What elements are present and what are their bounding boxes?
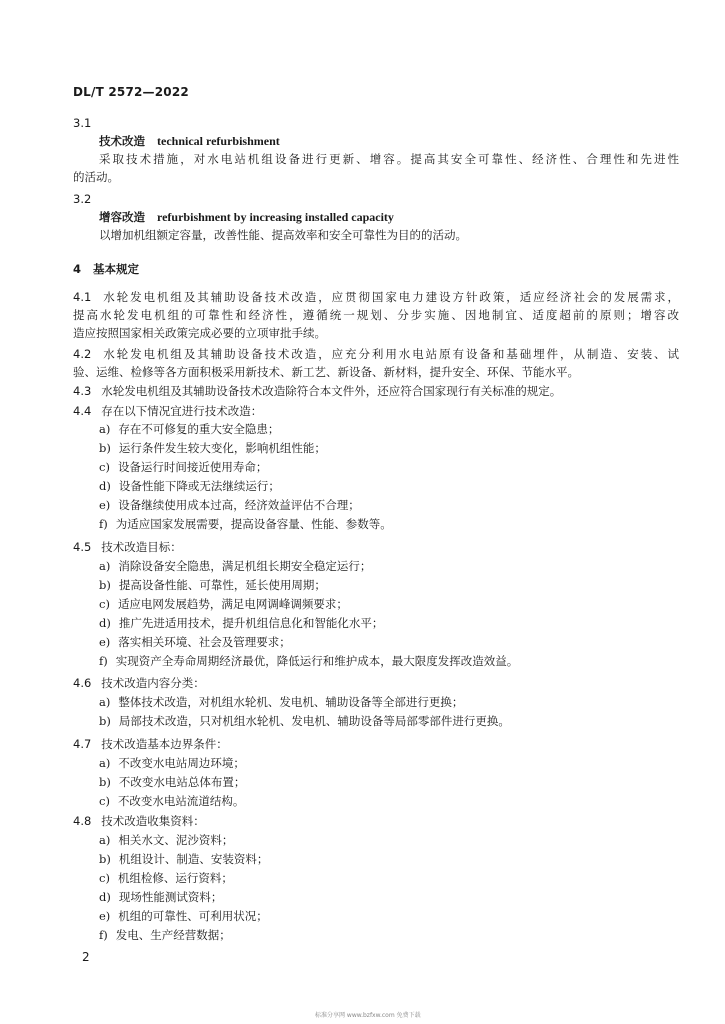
list-item-text: 发电、生产经营数据； — [115, 928, 231, 942]
list-item-text: 设备性能下降或无法继续运行； — [118, 479, 280, 493]
list-item-text: 机组的可靠性、可利用状况； — [118, 909, 268, 923]
list-item — [99, 635, 291, 650]
list-item — [99, 498, 360, 513]
list-item-text: 相关水文、泥沙资料； — [118, 833, 234, 847]
list-item-mark: a) — [99, 833, 111, 847]
term-zh: 增容改造 — [99, 210, 145, 224]
clause-first-line — [73, 347, 679, 362]
list-item — [99, 775, 245, 790]
list-item-mark: c) — [99, 597, 110, 611]
list-item-mark: f) — [99, 654, 108, 668]
term-number: 3.2 — [73, 192, 92, 206]
page-number: 2 — [82, 950, 90, 964]
list-item-mark: a) — [99, 756, 111, 770]
list-item-text: 局部技术改造，只对机组水轮机、发电机、辅助设备等局部零部件进行更换。 — [118, 714, 510, 728]
list-item-mark: a) — [99, 695, 111, 709]
list-heading — [73, 737, 228, 752]
list-item-mark: b) — [99, 441, 111, 455]
list-item-text: 提高设备性能、可靠性，延长使用周期； — [118, 578, 326, 592]
term-en: technical refurbishment — [157, 134, 280, 148]
list-item-mark: a) — [99, 559, 111, 573]
list-item-mark: f) — [99, 517, 108, 531]
list-heading — [73, 676, 205, 691]
term-title — [99, 210, 394, 225]
list-item-mark: c) — [99, 794, 110, 808]
list-item — [99, 928, 231, 943]
clause-line: 提高水轮发电机组的可靠性和经济性，遵循统一规划、分步实施、因地制宜、适度超前的原则；增容改 — [73, 308, 679, 322]
list-item-mark: b) — [99, 578, 111, 592]
section-heading — [73, 262, 139, 277]
term-definition-line: 的活动。 — [73, 170, 119, 184]
list-title: 存在以下情况宜进行技术改造： — [101, 404, 263, 418]
list-item-mark: c) — [99, 460, 110, 474]
clause-text: 水轮发电机组及其辅助设备技术改造，应充分利用水电站原有设备和基础埋件，从制造、安装、试 — [101, 347, 679, 361]
list-item-text: 机组检修、运行资料； — [117, 871, 233, 885]
list-item-text: 现场性能测试资料； — [118, 890, 223, 904]
list-item-text: 整体技术改造，对机组水轮机、发电机、辅助设备等全部进行更换； — [118, 695, 464, 709]
list-item-mark: e) — [99, 635, 111, 649]
list-item — [99, 616, 383, 631]
clause-number: 4.5 — [73, 540, 92, 554]
clause-text: 水轮发电机组及其辅助设备技术改造除符合本文件外，还应符合国家现行有关标准的规定。 — [101, 384, 562, 398]
clause-number: 4.4 — [73, 404, 92, 418]
term-zh: 技术改造 — [99, 134, 145, 148]
list-item — [99, 756, 245, 771]
list-item — [99, 597, 348, 612]
list-item-text: 消除设备安全隐患，满足机组长期安全稳定运行； — [118, 559, 372, 573]
list-item — [99, 890, 222, 905]
list-item-mark: d) — [99, 616, 111, 630]
clause-number: 4.3 — [73, 384, 92, 398]
list-item-mark: e) — [99, 909, 111, 923]
list-item-mark: d) — [99, 479, 111, 493]
list-item-text: 为适应国家发展需要，提高设备容量、性能、参数等。 — [115, 517, 392, 531]
list-item — [99, 714, 510, 729]
list-item-text: 设备继续使用成本过高，经济效益评估不合理； — [118, 498, 360, 512]
clause-first-line — [73, 290, 679, 305]
clause-line: 验、运维、检修等各方面积极采用新技术、新工艺、新设备、新材料，提升安全、环保、节能水平。 — [73, 365, 579, 379]
term-en: refurbishment by increasing installed capacity — [157, 210, 394, 224]
list-item — [99, 578, 326, 593]
clause-number: 4.1 — [73, 290, 92, 304]
section-number: 4 — [73, 262, 82, 276]
list-item — [99, 909, 268, 924]
clause-text: 水轮发电机组及其辅助设备技术改造，应贯彻国家电力建设方针政策，适应经济社会的发展需求， — [101, 290, 679, 304]
clause-number: 4.6 — [73, 676, 92, 690]
list-item-mark: d) — [99, 890, 111, 904]
term-number: 3.1 — [73, 116, 92, 130]
term-definition-line: 以增加机组额定容量，改善性能、提高效率和安全可靠性为目的的活动。 — [99, 228, 467, 242]
list-item — [99, 833, 233, 848]
list-item-text: 实现资产全寿命周期经济最优，降低运行和维护成本，最大限度发挥改造效益。 — [115, 654, 519, 668]
clause-line: 造应按照国家相关政策完成必要的立项审批手续。 — [73, 326, 326, 340]
section-title: 基本规定 — [93, 262, 140, 276]
list-item-mark: e) — [99, 498, 111, 512]
list-item — [99, 654, 518, 669]
list-title: 技术改造收集资料： — [101, 814, 205, 828]
list-item-mark: b) — [99, 775, 111, 789]
list-item — [99, 441, 326, 456]
list-item-text: 设备运行时间接近使用寿命； — [117, 460, 268, 474]
list-item-text: 存在不可修复的重大安全隐患； — [118, 422, 280, 436]
list-item — [99, 794, 244, 809]
list-item-mark: c) — [99, 871, 110, 885]
clause-first-line — [73, 384, 561, 399]
list-item — [99, 460, 267, 475]
list-title: 技术改造目标： — [101, 540, 182, 554]
list-heading — [73, 404, 262, 419]
list-item-text: 适应电网发展趋势，满足电网调峰调频要求； — [117, 597, 348, 611]
list-heading — [73, 540, 182, 555]
term-title — [99, 134, 280, 149]
list-item-text: 不改变水电站周边环境； — [118, 756, 245, 770]
list-item-text: 推广先进适用技术，提升机组信息化和智能化水平； — [118, 616, 384, 630]
clause-number: 4.7 — [73, 737, 92, 751]
list-item-text: 不改变水电站流道结构。 — [117, 794, 245, 808]
list-item — [99, 479, 280, 494]
list-item — [99, 871, 233, 886]
list-title: 技术改造内容分类： — [101, 676, 205, 690]
list-item — [99, 517, 392, 532]
list-item-text: 机组设计、制造、安装资料； — [118, 852, 269, 866]
list-title: 技术改造基本边界条件： — [101, 737, 228, 751]
clause-number: 4.8 — [73, 814, 92, 828]
clause-number: 4.2 — [73, 347, 92, 361]
term-definition-line: 采取技术措施，对水电站机组设备进行更新、增容。提高其安全可靠性、经济性、合理性和先进性 — [99, 152, 679, 166]
standard-code-header: DL/T 2572—2022 — [73, 85, 189, 99]
list-item — [99, 559, 371, 574]
list-item-mark: b) — [99, 852, 111, 866]
list-item-mark: a) — [99, 422, 111, 436]
list-item-text: 不改变水电站总体布置； — [118, 775, 246, 789]
list-heading — [73, 814, 205, 829]
footer-watermark: 标准分享网 www.bzfxw.com 免费下载 — [315, 1012, 421, 1019]
list-item — [99, 695, 463, 710]
list-item-mark: f) — [99, 928, 108, 942]
list-item-text: 运行条件发生较大变化，影响机组性能； — [118, 441, 326, 455]
list-item — [99, 422, 279, 437]
list-item — [99, 852, 268, 867]
list-item-mark: b) — [99, 714, 111, 728]
list-item-text: 落实相关环境、社会及管理要求； — [118, 635, 291, 649]
